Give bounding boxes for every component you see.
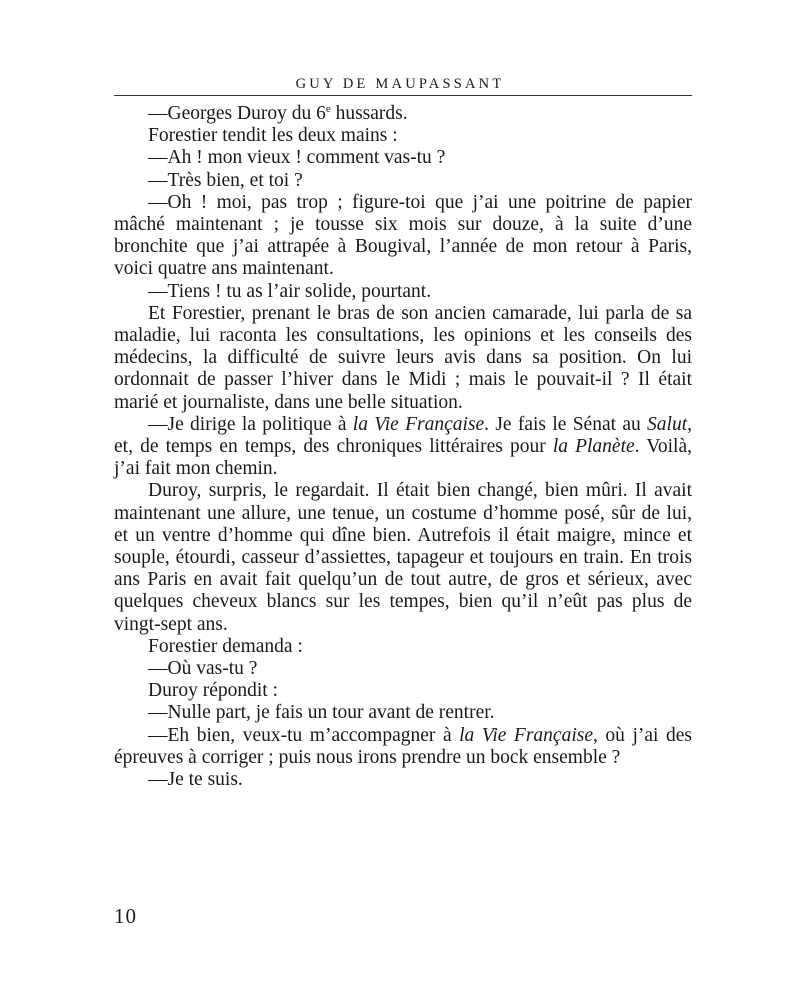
- body-text: [114, 103, 692, 791]
- paragraph: Et Forestier, prenant le bras de son ancien camarade, lui parla de sa maladie, lui raconta les consultations, les opinions et les conseils des médecins, la difficulté de suivre leurs avis dans sa position. On lui ordonnait de passer l’hiver dans le Midi ; mais le pouvait-il ? Il était marié et journaliste, dans une belle situation.: [114, 302, 692, 413]
- paragraph: —Où vas-tu ?: [148, 658, 258, 680]
- page-number: 10: [114, 904, 137, 928]
- paragraph: —Ah ! mon vieux ! comment vas-tu ?: [148, 147, 446, 169]
- paragraph: Duroy, surpris, le regardait. Il était bien changé, bien mûri. Il avait maintenant une allure, une tenue, un costume d’homme posé, sûr de lui, et un ventre d’homme qui dîne bien. Autrefois il était maigre, mince et souple, étourdi, casseur d’assiettes, tapageur et toujours en train. En trois ans Paris en avait fait quelqu’un de tout autre, de gros et sérieux, avec quelques cheveux blancs sur les tempes, bien qu’il n’eût pas plus de vingt-sept ans.: [114, 480, 692, 635]
- paragraph: —Nulle part, je fais un tour avant de rentrer.: [148, 702, 495, 724]
- paragraph: —Je te suis.: [148, 769, 243, 791]
- paragraph: —Je dirige la politique à la Vie Française. Je fais le Sénat au Salut, et, de temps en temps, des chroniques littéraires pour la Planète. Voilà, j’ai fait mon chemin.: [114, 413, 692, 480]
- paragraph: Forestier tendit les deux mains :: [148, 125, 398, 147]
- paragraph: —Oh ! moi, pas trop ; figure-toi que j’ai une poitrine de papier mâché maintenant ; je tousse six mois sur douze, à la suite d’une bronchite que j’ai attrapée à Bougival, l’année de mon retour à Paris, voici quatre ans maintenant.: [114, 191, 692, 280]
- paragraph: Duroy répondit :: [148, 680, 278, 702]
- paragraph: —Très bien, et toi ?: [148, 169, 303, 191]
- header-rule: [114, 95, 692, 96]
- paragraph: —Eh bien, veux-tu m’accompagner à la Vie Française, où j’ai des épreuves à corriger ; puis nous irons prendre un bock ensemble ?: [114, 724, 692, 768]
- running-head: GUY DE MAUPASSANT: [295, 76, 505, 92]
- paragraph: —Tiens ! tu as l’air solide, pourtant.: [148, 280, 432, 302]
- paragraph: Forestier demanda :: [148, 635, 303, 657]
- paragraph: —Georges Duroy du 6e hussards.: [148, 103, 408, 124]
